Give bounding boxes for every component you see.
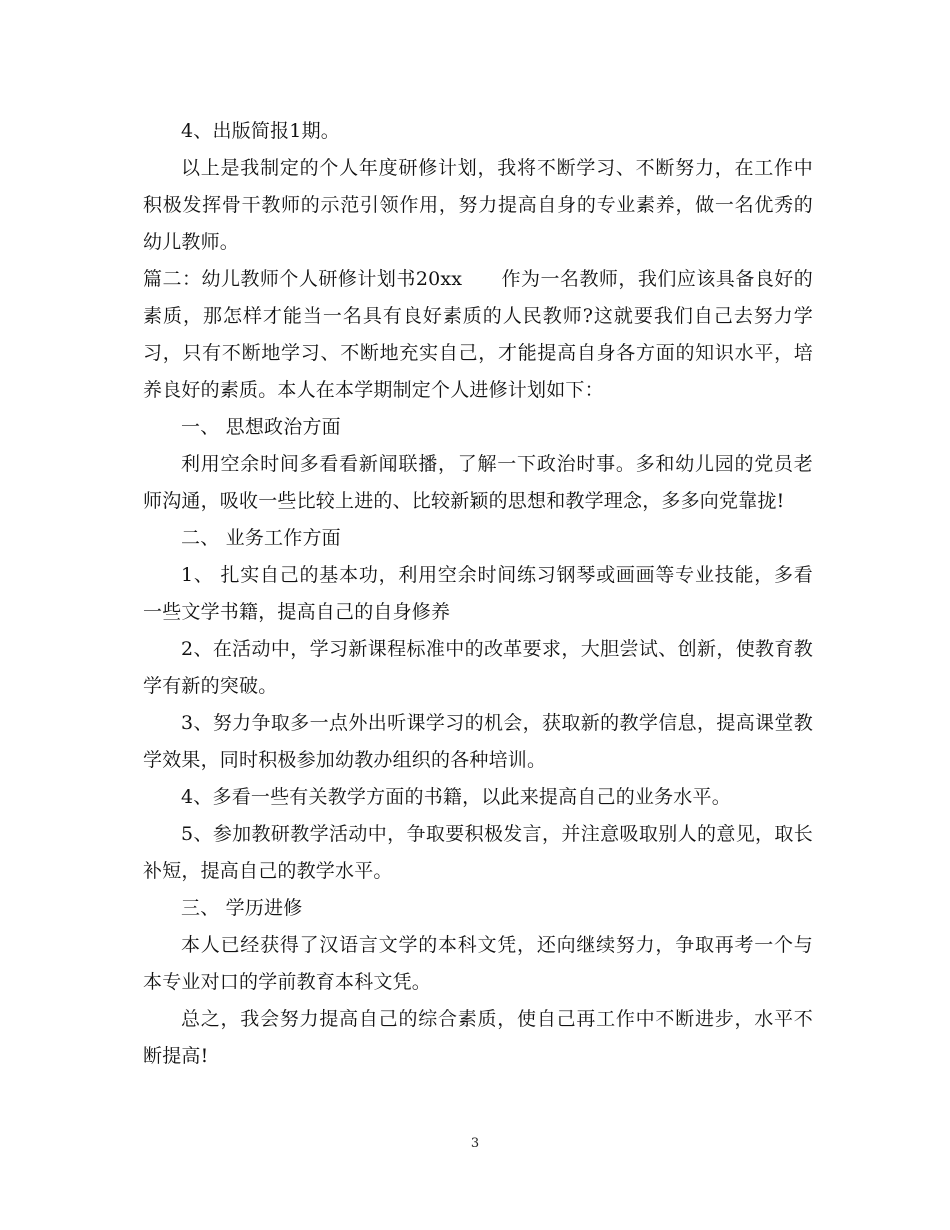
page-number: 3 <box>470 1136 480 1151</box>
paragraph-academic-advancement: 本人已经获得了汉语言文学的本科文凭，还向继续努力，争取再考一个与本专业对口的学前教育本科文凭。 <box>143 934 813 993</box>
list-item-observation-training: 3、努力争取多一点外出听课学习的机会，获取新的教学信息，提高课堂教学效果，同时积极参加幼教办组织的各种培训。 <box>143 712 813 771</box>
paragraph-publish-bulletin: 4、出版简报1期。 <box>181 120 340 142</box>
paragraph-political-thought: 利用空余时间多看看新闻联播，了解一下政治时事。多和幼儿园的党员老师沟通，吸收一些比较上进的、比较新颖的思想和教学理念，多多向党靠拢! <box>143 453 813 512</box>
paragraph-part-two-intro: 篇二：幼儿教师个人研修计划书20xx 作为一名教师，我们应该具备良好的素质，那怎样才能当一名具有良好素质的人民教师?这就要我们自己去努力学习，只有不断地学习、不断地充实自己，才能提高自身各方面的知识水平，培养良好的素质。本人在本学期制定个人进修计划如下： <box>143 268 813 401</box>
list-item-basic-skills: 1、 扎实自己的基本功，利用空余时间练习钢琴或画画等专业技能，多看一些文学书籍，提高自己的自身修养 <box>143 564 813 623</box>
paragraph-annual-plan-summary: 以上是我制定的个人年度研修计划，我将不断学习、不断努力，在工作中积极发挥骨干教师的示范引领作用，努力提高自身的专业素养，做一名优秀的幼儿教师。 <box>143 157 813 253</box>
heading-professional-work: 二、 业务工作方面 <box>181 527 341 549</box>
paragraph-conclusion: 总之，我会努力提高自己的综合素质，使自己再工作中不断进步，水平不断提高! <box>143 1008 813 1067</box>
heading-academic-advancement: 三、 学历进修 <box>181 897 303 919</box>
heading-political-thought: 一、 思想政治方面 <box>181 416 341 438</box>
list-item-teaching-research: 5、参加教研教学活动中，争取要积极发言，并注意吸取别人的意见，取长补短，提高自己的教学水平。 <box>143 823 813 882</box>
list-item-curriculum-reform: 2、在活动中，学习新课程标准中的改革要求，大胆尝试、创新，使教育教学有新的突破。 <box>143 638 813 697</box>
list-item-reading: 4、多看一些有关教学方面的书籍，以此来提高自己的业务水平。 <box>181 786 731 808</box>
document-body <box>143 113 813 1075</box>
